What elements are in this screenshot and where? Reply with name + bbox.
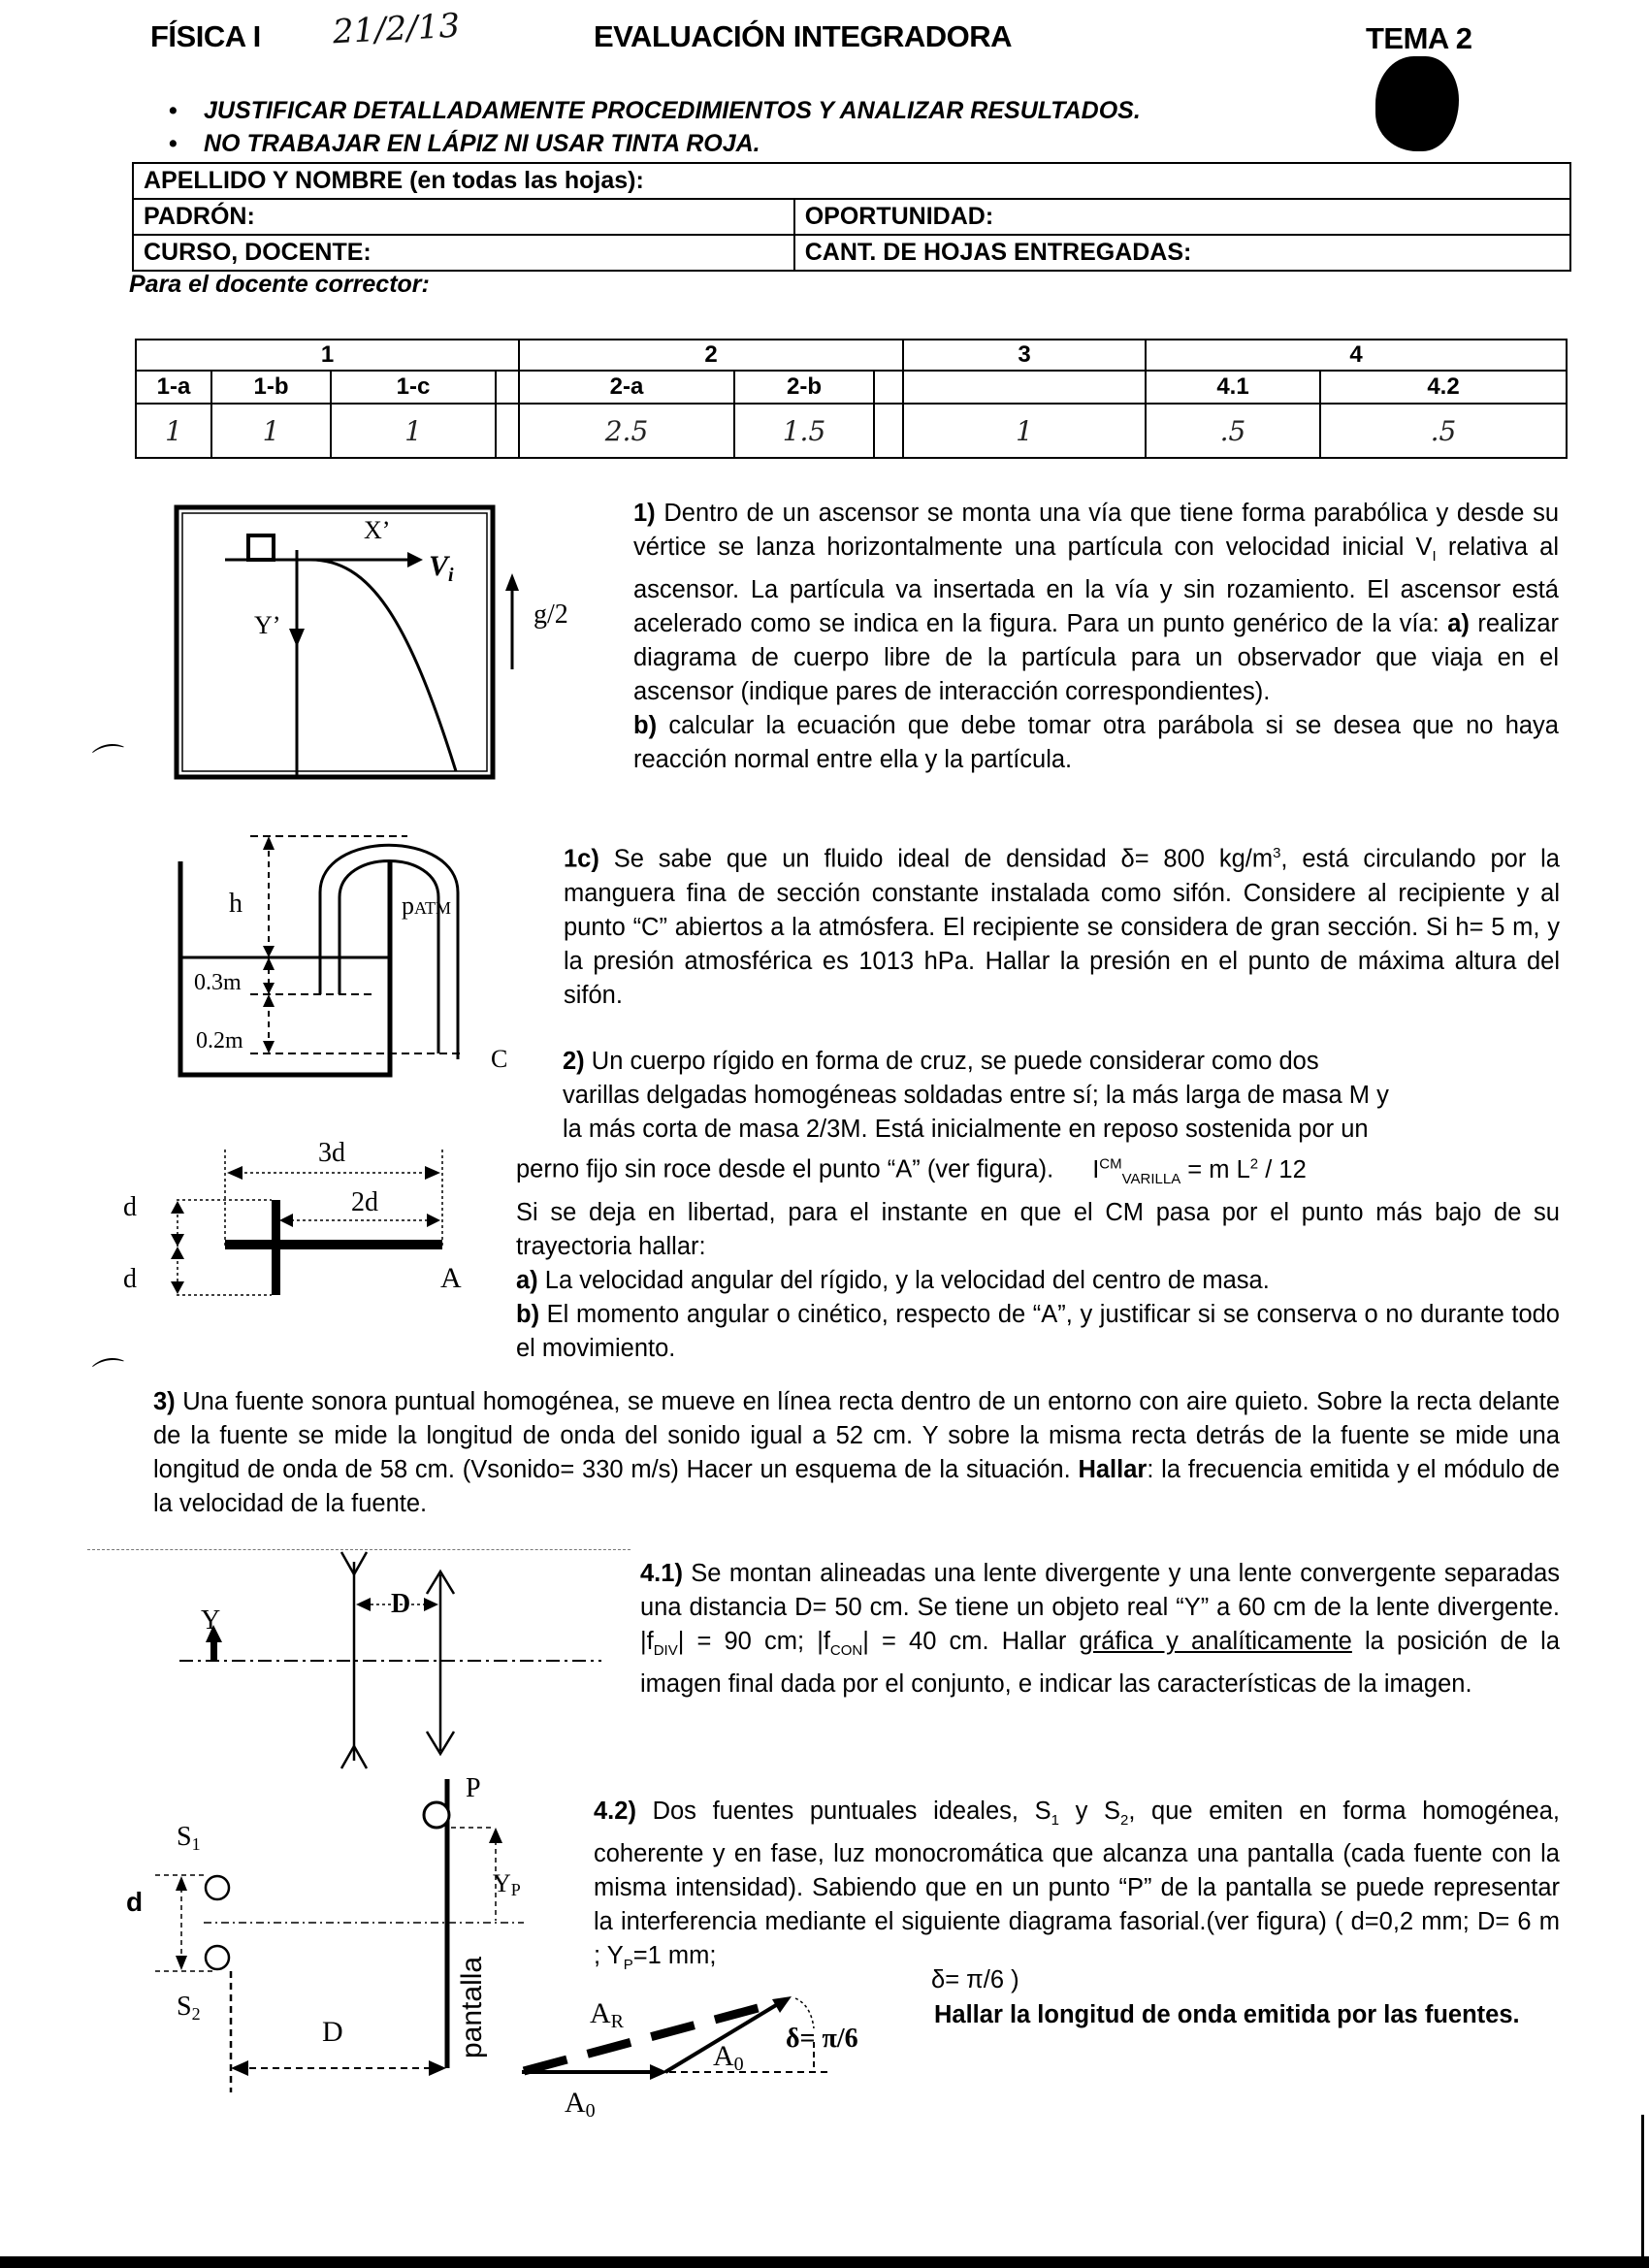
score-cell[interactable]: 2.5: [519, 404, 734, 458]
subheader-cell: 1-b: [211, 371, 331, 404]
problem-41-text: 4.1) Se montan alineadas una lente divergente y una lente convergente separadas una distancia D= 50 cm. Se tiene un objeto real “Y” a 60 cm de la lente divergente. $|f_{DIV}| = 90$ cm; $|f_{CON}| = 40$ cm. Hallar gráfica y analíticamente la posición de la imagen final dada por el conjunto, e indicar las características de la imagen.: [640, 1560, 1561, 1699]
dimension-d-upper: d: [123, 1192, 137, 1222]
score-cell[interactable]: .5: [1320, 404, 1567, 458]
cross-figure: [107, 1130, 495, 1300]
acceleration-label: g/2: [534, 599, 568, 630]
spacer-cell: [496, 371, 519, 404]
oportunidad-field[interactable]: [794, 199, 1570, 235]
dimension-2d: 2d: [351, 1187, 378, 1217]
phasor-a0-label-lower: A0: [565, 2087, 596, 2120]
subheader-cell: [903, 371, 1146, 404]
dimension-d-lower: d: [123, 1264, 137, 1294]
screen-distance-label: D: [322, 2016, 343, 2048]
double-slit-figure: [107, 1767, 534, 2102]
score-cell[interactable]: 1: [331, 404, 496, 458]
grading-caption: Para el docente corrector:: [129, 271, 430, 298]
instructions-list: [165, 94, 1329, 160]
group-header: 2: [519, 340, 903, 371]
name-label: APELLIDO Y NOMBRE (en todas las hojas):: [144, 167, 644, 194]
depth-label-2: 0.2m: [196, 1028, 243, 1053]
problem-42-question: Hallar la longitud de onda emitida por las fuentes.: [934, 2001, 1520, 2028]
inertia-formula: $I^{CM}_{VARILLA} = m$ $L^2 / 12$: [1092, 1155, 1307, 1187]
problem-3-text: 3) Una fuente sonora puntual homogénea, se mueve en línea recta dentro de un entorno con aire quieto. Sobre la recta delante de la fuente se mide la longitud de onda del sonido igual a 52 cm. Y sobre la misma recta detrás de la fuente se mide una longitud de onda de 58 cm. (Vsonido= 330 m/s) Hacer un esquema de la situación. Hallar: la frecuencia emitida y el módulo de la velocidad de la fuente.: [153, 1388, 1560, 1517]
source-s1-label: S1: [177, 1822, 201, 1854]
phasor-ar-label: AR: [590, 1997, 625, 2032]
instruction-item: • JUSTIFICAR DETALLADAMENTE PROCEDIMIENTOS Y ANALIZAR RESULTADOS.: [165, 94, 1329, 127]
instruction-item: • NO TRABAJAR EN LÁPIZ NI USAR TINTA ROJA.: [165, 127, 1329, 160]
siphon-figure: [165, 805, 534, 1116]
exam-title: EVALUACIÓN INTEGRADORA: [594, 19, 1013, 53]
curso-label: CURSO, DOCENTE:: [144, 239, 372, 266]
group-header: 1: [136, 340, 519, 371]
velocity-label: $V_i$: [429, 550, 454, 586]
object-y-label: Y: [201, 1605, 221, 1636]
spacer-cell: [874, 404, 903, 458]
padron-field[interactable]: [133, 199, 794, 235]
phasor-a0-label-upper: A0: [713, 2040, 744, 2075]
problem-1-text: 1) Dentro de un ascensor se monta una vía que tiene forma parabólica y desde su vértice se lanza horizontalmente una partícula con velocidad inicial $V_I$ relativa al ascensor. La partícula va insertada en la vía y sin rozamiento. El ascensor está acelerado como se indica en la figura. Para un punto genérico de la vía: a) realizar diagrama de cuerpo libre de la partícula para un observador que viaja en el ascensor (indique pares de interacción correspondientes). b) calcular la ecuación que debe tomar otra parábola si se desea que no haya reacción normal entre ella y la partícula.: [633, 500, 1559, 774]
slit-distance-label: d: [126, 1887, 144, 1917]
subheader-cell: 1-a: [136, 371, 211, 404]
subheader-cell: 4.1: [1146, 371, 1320, 404]
screen-label: pantalla: [456, 1956, 488, 2058]
margin-mark: ⌒: [90, 739, 130, 784]
hojas-label: CANT. DE HOJAS ENTREGADAS:: [804, 239, 1192, 266]
lens-figure: [155, 1547, 601, 1775]
group-header: 4: [1146, 340, 1567, 371]
distance-d-label: D: [391, 1589, 411, 1619]
spacer-cell: [496, 404, 519, 458]
pivot-a-label: A: [440, 1262, 462, 1294]
point-c-label: C: [491, 1045, 508, 1073]
padron-label: PADRÓN:: [144, 203, 255, 230]
height-label: h: [229, 889, 242, 919]
problem-1c-text: 1c) Se sabe que un fluido ideal de densidad δ= 800 $kg/m^3$, está circulando por la manguera fina de sección constante instalada como sifón. Considere al recipiente y al punto “C” abiertos a la atmósfera. El recipiente se considera de gran sección. Si h= 5 m, y la presión atmosférica es 1013 hPa. Hallar la presión en el punto de máxima altura del sifón.: [564, 845, 1560, 1009]
atm-pressure-label: pATM: [402, 891, 452, 920]
problem-42-text: 4.2) Dos fuentes puntuales ideales, $S_1$ y $S_2$, que emiten en forma homogénea, coherente y en fase, luz monocromática que alcanza una pantalla (cada fuente con la misma intensidad). Sabiendo que en un punto “P” de la pantalla se puede representar la interferencia mediante el siguiente diagrama fasorial.(ver figura) ( d=0,2 mm; D= 6 m ; $Y_P=1$ mm;: [594, 1798, 1560, 1974]
redaction-mark: [1375, 56, 1459, 151]
dimension-3d: 3d: [318, 1138, 345, 1168]
spacer-cell: [874, 371, 903, 404]
curso-field[interactable]: [133, 235, 794, 271]
subheader-cell: 2-a: [519, 371, 734, 404]
name-field[interactable]: [133, 163, 1570, 199]
source-s2-label: S2: [177, 1992, 201, 2024]
page-edge: [1641, 2115, 1644, 2256]
score-cell[interactable]: 1: [903, 404, 1146, 458]
x-axis-label: X’: [364, 516, 391, 544]
score-cell[interactable]: 1: [136, 404, 211, 458]
score-cell[interactable]: 1.5: [734, 404, 874, 458]
point-p-label: P: [466, 1773, 481, 1803]
problem-42-delta: δ= π/6 ): [931, 1966, 1019, 1993]
score-cell[interactable]: 1: [211, 404, 331, 458]
hojas-field[interactable]: [794, 235, 1570, 271]
problem-2-body: perno fijo sin roce desde el punto “A” (ver figura). $I^{CM}_{VARILLA} = m$ $L^2 / 12$ Si se deja en libertad, para el instante en que el CM pasa por el punto más bajo de su trayectoria hallar: a) La velocidad angular del rígido, y la velocidad del centro de masa. b) El momento angular o cinético, respecto de “A”, y justificar si se conserva o no durante todo el movimiento.: [516, 1155, 1560, 1362]
elevator-figure: [165, 500, 592, 791]
score-cell[interactable]: .5: [1146, 404, 1320, 458]
subheader-cell: 2-b: [734, 371, 874, 404]
exam-theme: TEMA 2: [1366, 21, 1472, 55]
course-name: FÍSICA I: [150, 19, 261, 53]
margin-mark: ⌒: [90, 1353, 130, 1398]
grading-table: [135, 339, 1568, 459]
yp-label: YP: [493, 1869, 521, 1899]
student-id-form: [132, 162, 1571, 272]
phasor-diagram: [504, 1964, 912, 2120]
depth-label-1: 0.3m: [194, 970, 242, 995]
subheader-cell: 4.2: [1320, 371, 1567, 404]
y-axis-label: Y’: [254, 611, 281, 639]
phase-delta-label: δ= π/6: [786, 2024, 858, 2054]
oportunidad-label: OPORTUNIDAD:: [804, 203, 994, 230]
subheader-cell: 1-c: [331, 371, 496, 404]
group-header: 3: [903, 340, 1146, 371]
handwritten-date: 21/2/13: [332, 6, 462, 52]
scan-bottom-edge: [0, 2256, 1649, 2268]
problem-2-intro: 2) Un cuerpo rígido en forma de cruz, se puede considerar como dos varillas delgadas homogéneas soldadas entre sí; la más larga de masa M y la más corta de masa 2/3M. Está inicialmente en reposo sostenida por un: [563, 1048, 1389, 1143]
